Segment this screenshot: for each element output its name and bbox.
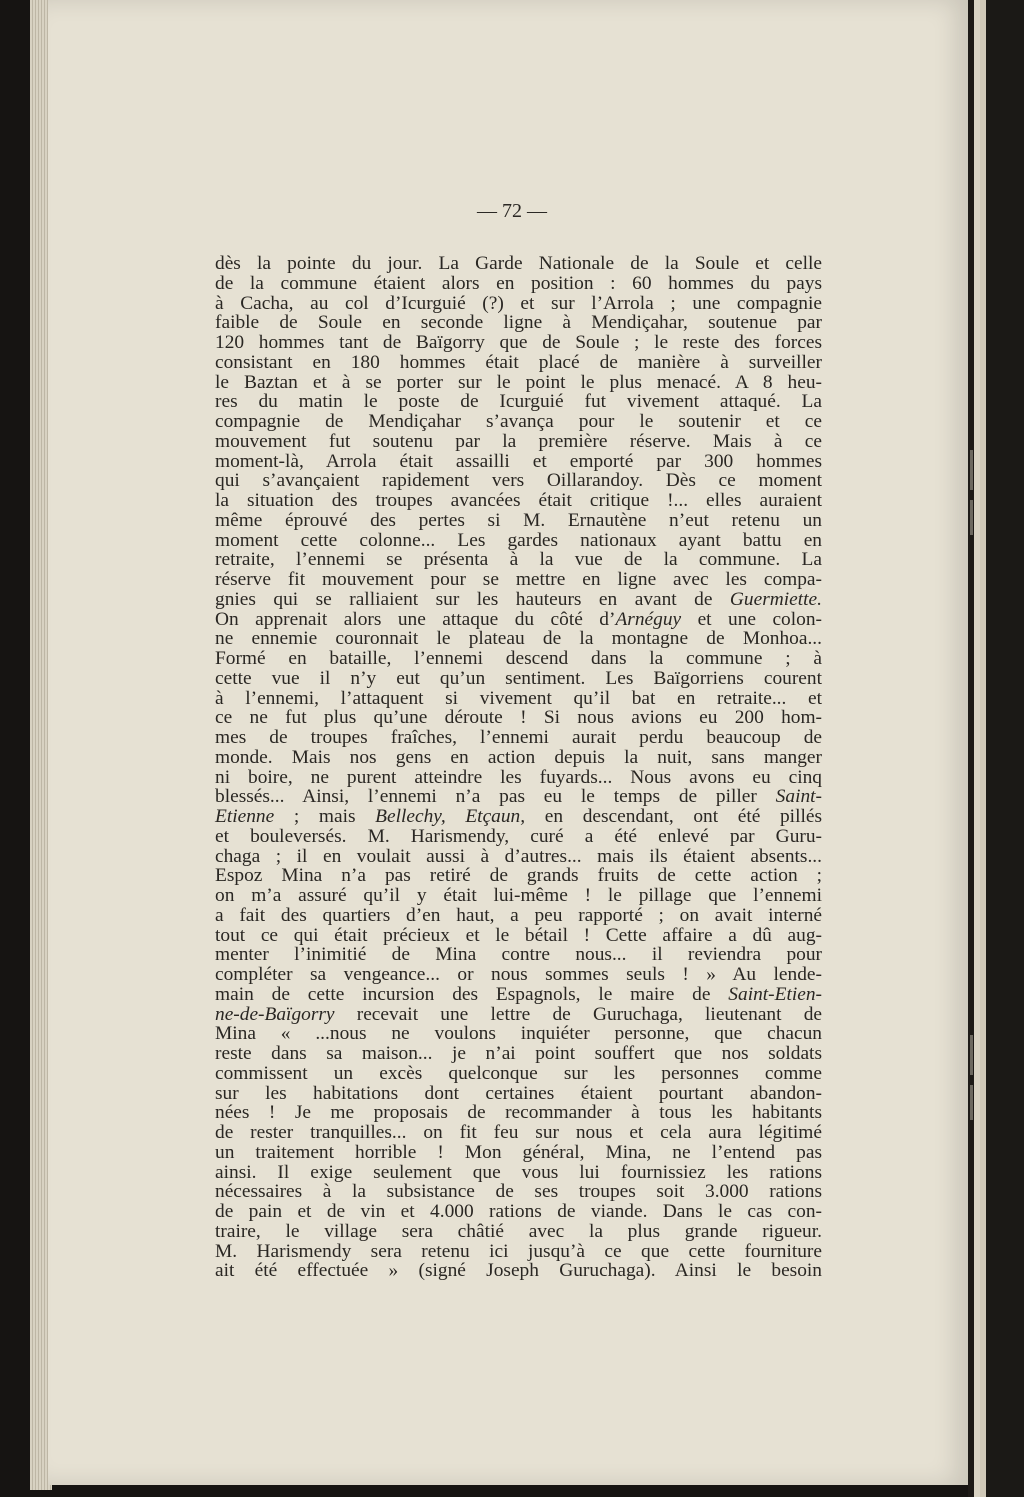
text-segment: consistant en 180 hommes était placé de manière à surveiller bbox=[215, 351, 822, 373]
text-line bbox=[215, 1143, 822, 1163]
text-segment: la situation des troupes avancées était critique !... elles auraient bbox=[215, 490, 822, 511]
text-line bbox=[215, 1182, 822, 1202]
text-segment: nées ! Je me proposais de recommander à tous les habitants bbox=[215, 1102, 822, 1124]
text-segment: dès la pointe du jour. La Garde Nationale de la Soule et celle bbox=[215, 253, 822, 274]
text-segment: Espoz Mina n’a pas retiré de grands fruits de cette action ; bbox=[215, 865, 822, 887]
text-line bbox=[215, 1084, 822, 1104]
text-line bbox=[215, 728, 822, 748]
text-line bbox=[215, 787, 822, 807]
text-segment: et une colon- bbox=[681, 608, 822, 630]
text-segment: a fait des quartiers d’en haut, a peu rapporté ; on avait interné bbox=[215, 904, 822, 926]
text-segment: retraite, l’ennemi se présenta à la vue de la commune. La bbox=[215, 549, 822, 571]
text-segment: commissent un excès quelconque sur les personnes comme bbox=[215, 1062, 822, 1084]
text-segment: reste dans sa maison... je n’ai point souffert que nos soldats bbox=[215, 1043, 822, 1064]
text-segment: et bouleversés. M. Harismendy, curé a été enlevé par Guru- bbox=[215, 825, 822, 847]
text-segment: cette vue il n’y eut qu’un sentiment. Les Baïgorriens courent bbox=[215, 667, 822, 689]
text-line bbox=[215, 1163, 822, 1183]
text-line bbox=[215, 748, 822, 768]
text-line bbox=[215, 1123, 822, 1143]
staple-mark bbox=[970, 450, 973, 490]
text-segment: blessés... Ainsi, l’ennemi n’a pas eu le temps de piller bbox=[215, 786, 776, 808]
italic-text: Saint- bbox=[775, 786, 822, 808]
text-segment: réserve fit mouvement pour se mettre en ligne avec les compa- bbox=[215, 569, 822, 590]
text-line bbox=[215, 254, 822, 274]
text-segment: monde. Mais nos gens en action depuis la nuit, sans manger bbox=[215, 746, 822, 768]
text-segment: tout ce qui était précieux et le bétail ! Cette affaire a dû aug- bbox=[215, 924, 822, 946]
text-line bbox=[215, 1103, 822, 1123]
text-line bbox=[215, 1222, 822, 1242]
text-segment: un traitement horrible ! Mon général, Mina, ne l’entend pas bbox=[215, 1141, 822, 1163]
facing-page-edge bbox=[968, 0, 1024, 1497]
text-line bbox=[215, 412, 822, 432]
text-segment: main de cette incursion des Espagnols, le maire de bbox=[215, 983, 729, 1005]
text-segment: mouvement fut soutenu par la première réserve. Mais à ce bbox=[215, 430, 822, 452]
italic-text: Etienne bbox=[215, 806, 275, 827]
page-number: — 72 — bbox=[477, 200, 547, 222]
text-line bbox=[215, 1005, 822, 1025]
text-segment: compléter sa vengeance... or nous sommes seuls ! » Au lende- bbox=[215, 964, 822, 985]
text-segment: de la commune étaient alors en position : 60 hommes du pays bbox=[215, 272, 822, 294]
staple-mark bbox=[970, 500, 973, 535]
text-line bbox=[215, 708, 822, 728]
text-segment: chaga ; il en voulait aussi à d’autres... mais ils étaient absents... bbox=[215, 845, 822, 867]
text-segment: ni boire, ne purent atteindre les fuyards... Nous avons eu cinq bbox=[215, 766, 822, 788]
text-line bbox=[215, 649, 822, 669]
text-line bbox=[215, 294, 822, 314]
text-segment: nécessaires à la subsistance de ses troupes soit 3.000 rations bbox=[215, 1181, 822, 1203]
text-segment: on m’a assuré qu’il y était lui-même ! le pillage que l’ennemi bbox=[215, 885, 822, 906]
text-line bbox=[215, 471, 822, 491]
text-line bbox=[215, 491, 822, 511]
text-segment: gnies qui se ralliaient sur les hauteurs en avant de bbox=[215, 588, 730, 610]
text-line bbox=[215, 1024, 822, 1044]
text-line bbox=[215, 768, 822, 788]
staple-mark bbox=[970, 1085, 973, 1120]
italic-text: Saint-Etien- bbox=[728, 983, 822, 1005]
text-line bbox=[215, 1261, 822, 1281]
text-line bbox=[215, 590, 822, 610]
text-segment: compagnie de Mendiçahar s’avança pour le soutenir et ce bbox=[215, 411, 822, 432]
text-line bbox=[215, 1242, 822, 1262]
text-line bbox=[215, 669, 822, 689]
text-line bbox=[215, 689, 822, 709]
text-segment: de rester tranquilles... on fit feu sur nous et cela aura légitimé bbox=[215, 1122, 822, 1143]
text-line bbox=[215, 886, 822, 906]
text-segment: ait été effectuée » (signé Joseph Guruchaga). Ainsi le besoin bbox=[215, 1260, 822, 1282]
text-segment: M. Harismendy sera retenu ici jusqu’à ce que cette fourniture bbox=[215, 1240, 822, 1262]
italic-text: Guermiette. bbox=[729, 588, 822, 610]
text-line bbox=[215, 807, 822, 827]
text-segment: 120 hommes tant de Baïgorry que de Soule ; le reste des forces bbox=[215, 332, 822, 353]
text-segment: sur les habitations dont certaines étaient pourtant abandon- bbox=[215, 1082, 822, 1104]
text-line bbox=[215, 274, 822, 294]
text-line bbox=[215, 629, 822, 649]
text-segment: Formé en bataille, l’ennemi descend dans la commune ; à bbox=[215, 648, 822, 669]
text-segment: ne ennemie couronnait le plateau de la montagne de Monhoa... bbox=[215, 628, 822, 650]
text-line bbox=[215, 570, 822, 590]
text-segment: même éprouvé des pertes si M. Ernautène n’eut retenu un bbox=[215, 509, 822, 531]
text-segment: moment-là, Arrola était assailli et emporté par 300 hommes bbox=[215, 450, 822, 472]
text-line bbox=[215, 906, 822, 926]
text-segment: traire, le village sera châtié avec la plus grande rigueur. bbox=[215, 1220, 822, 1242]
text-line bbox=[215, 373, 822, 393]
text-line bbox=[215, 392, 822, 412]
text-segment: qui s’avançaient rapidement vers Oillarandoy. Dès ce moment bbox=[215, 470, 822, 492]
text-segment: ce ne fut plus qu’une déroute ! Si nous avions eu 200 hom- bbox=[215, 707, 822, 729]
text-line bbox=[215, 965, 822, 985]
text-line bbox=[215, 827, 822, 847]
text-line bbox=[215, 353, 822, 373]
text-segment: en descendant, ont été pillés bbox=[525, 806, 822, 827]
text-segment: à l’ennemi, l’attaquent si vivement qu’il bat en retraite... et bbox=[215, 687, 822, 709]
text-line bbox=[215, 511, 822, 531]
text-segment: le Baztan et à se porter sur le point le plus menacé. A 8 heu- bbox=[215, 371, 822, 393]
body-text bbox=[215, 254, 822, 1281]
text-segment: ; mais bbox=[274, 806, 376, 827]
text-line bbox=[215, 610, 822, 630]
text-segment: à Cacha, au col d’Icurguié (?) et sur l’Arrola ; une compagnie bbox=[215, 292, 822, 314]
text-segment: On apprenait alors une attaque du côté d’ bbox=[215, 608, 616, 630]
italic-text: Bellechy, Etçaun, bbox=[375, 806, 526, 827]
italic-text: ne-de-Baïgorry bbox=[215, 1003, 335, 1025]
text-segment: menter l’inimitié de Mina contre nous... il reviendra pour bbox=[215, 944, 822, 966]
text-line bbox=[215, 926, 822, 946]
text-line bbox=[215, 866, 822, 886]
text-line bbox=[215, 550, 822, 570]
text-line bbox=[215, 985, 822, 1005]
text-line bbox=[215, 333, 822, 353]
text-segment: Mina « ...nous ne voulons inquiéter personne, que chacun bbox=[215, 1023, 822, 1045]
staple-mark bbox=[970, 1035, 973, 1075]
text-segment: recevait une lettre de Guruchaga, lieutenant de bbox=[334, 1003, 822, 1025]
text-line bbox=[215, 847, 822, 867]
text-line bbox=[215, 1064, 822, 1084]
text-segment: ainsi. Il exige seulement que vous lui fournissiez les rations bbox=[215, 1161, 822, 1183]
text-segment: mes de troupes fraîches, l’ennemi aurait perdu beaucoup de bbox=[215, 727, 822, 748]
text-segment: faible de Soule en seconde ligne à Mendiçahar, soutenue par bbox=[215, 312, 822, 334]
text-line bbox=[215, 1044, 822, 1064]
text-segment: moment cette colonne... Les gardes nationaux ayant battu en bbox=[215, 529, 822, 551]
text-line bbox=[215, 432, 822, 452]
italic-text: Arnéguy bbox=[615, 608, 682, 630]
text-line bbox=[215, 313, 822, 333]
text-line bbox=[215, 531, 822, 551]
text-line bbox=[215, 1202, 822, 1222]
text-segment: de pain et de vin et 4.000 rations de viande. Dans le cas con- bbox=[215, 1201, 822, 1222]
text-line bbox=[215, 452, 822, 472]
text-line bbox=[215, 945, 822, 965]
text-segment: res du matin le poste de Icurguié fut vivement attaqué. La bbox=[215, 391, 822, 413]
